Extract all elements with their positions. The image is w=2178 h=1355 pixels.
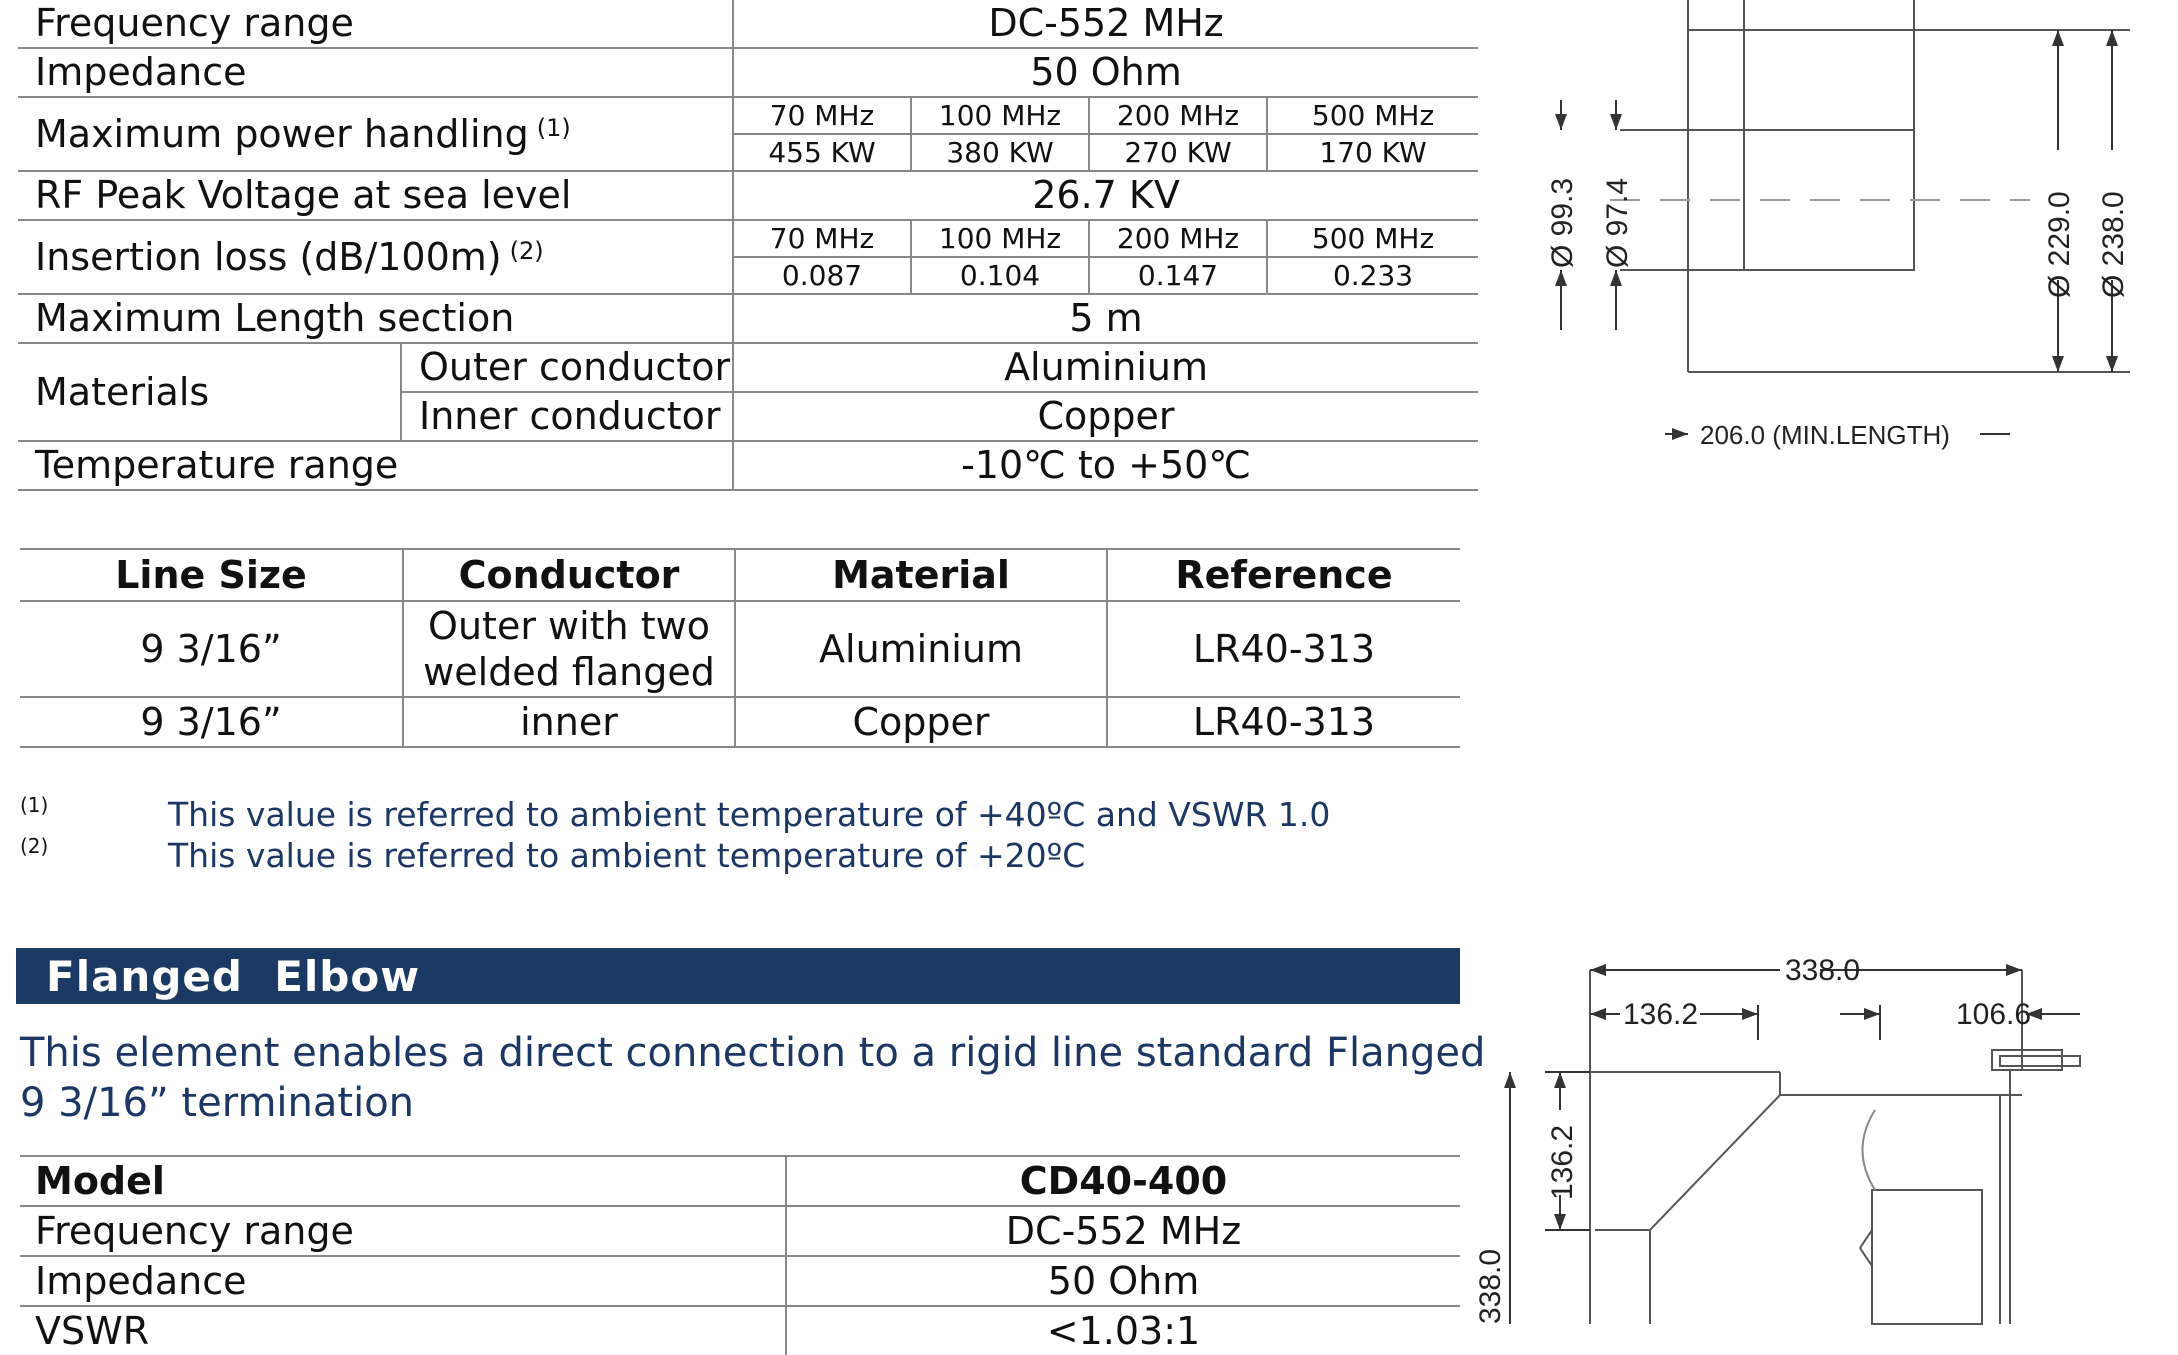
- loss-value: 0.233: [1267, 257, 1478, 294]
- footnote-mark: (2): [20, 834, 49, 858]
- spec-value: 5 m: [733, 294, 1478, 343]
- loss-freq: 70 MHz: [733, 220, 911, 257]
- loss-freq: 200 MHz: [1089, 220, 1267, 257]
- section-description: This element enables a direct connection to a rigid line standard Flanged: [20, 1030, 1486, 1076]
- max-power-label: Maximum power handling: [35, 111, 529, 156]
- spec-row-frequency: [18, 0, 1478, 48]
- conductor-cell: [403, 601, 735, 697]
- table-row: [20, 1256, 1460, 1306]
- spec-label: Impedance: [20, 1256, 786, 1306]
- conductor-line: Outer with two: [428, 604, 710, 648]
- spec-label: Frequency range: [20, 1206, 786, 1256]
- loss-value: 0.087: [733, 257, 911, 294]
- table-row: [20, 601, 1460, 697]
- power-value: 380 KW: [911, 134, 1089, 171]
- model-label: Model: [20, 1156, 786, 1206]
- table-row: [20, 1206, 1460, 1256]
- section-title: Flanged Elbow: [46, 952, 420, 1001]
- table-header-row: [20, 549, 1460, 601]
- model-value: CD40-400: [786, 1156, 1460, 1206]
- column-header: Line Size: [20, 549, 403, 601]
- diameter-label: Ø 229.0: [2043, 191, 2076, 298]
- loss-freq: 500 MHz: [1267, 220, 1478, 257]
- spec-row-outer-conductor: [18, 343, 1478, 392]
- dimension-label: 106.6: [1956, 998, 2032, 1031]
- elbow-drawing: [1474, 950, 2178, 1324]
- spec-value: DC-552 MHz: [733, 0, 1478, 48]
- dimension-label: 338.0: [1474, 1248, 1507, 1324]
- diameter-label: Ø 238.0: [2097, 191, 2130, 298]
- material-cell: Copper: [735, 697, 1107, 747]
- spec-label: Temperature range: [18, 441, 733, 490]
- power-freq: 70 MHz: [733, 97, 911, 134]
- spec-label: Frequency range: [18, 0, 733, 48]
- model-table: [20, 1155, 1460, 1355]
- dimension-label: 338.0: [1785, 954, 1861, 987]
- spec-value: Aluminium: [733, 343, 1478, 392]
- insertion-label: Insertion loss (dB/100m): [35, 234, 502, 279]
- spec-value: 50 Ohm: [733, 48, 1478, 97]
- spec-row-impedance: [18, 48, 1478, 97]
- spec-value: 50 Ohm: [786, 1256, 1460, 1306]
- reference-cell: LR40-313: [1107, 697, 1460, 747]
- spec-row-insertion-freq: [18, 220, 1478, 257]
- spec-value: Copper: [733, 392, 1478, 441]
- footnote-mark: (1): [20, 793, 49, 817]
- line-section-drawing: [1510, 0, 2178, 470]
- reference-cell: LR40-313: [1107, 601, 1460, 697]
- line-size-table: [20, 548, 1460, 748]
- dimension-label: 136.2: [1623, 998, 1699, 1031]
- footnote-text: This value is referred to ambient temperature of +20ºC: [168, 836, 1086, 875]
- column-header: Conductor: [403, 549, 735, 601]
- footnote-ref: (2): [509, 236, 544, 265]
- spec-sublabel: Outer conductor: [401, 343, 733, 392]
- power-freq: 500 MHz: [1267, 97, 1478, 134]
- spec-value: DC-552 MHz: [786, 1206, 1460, 1256]
- table-row: [20, 697, 1460, 747]
- spec-label: [18, 97, 733, 171]
- spec-sublabel: Inner conductor: [401, 392, 733, 441]
- table-row: [20, 1306, 1460, 1355]
- spec-value: <1.03:1: [786, 1306, 1460, 1355]
- line-size-cell: 9 3/16”: [20, 601, 403, 697]
- spec-label: VSWR: [20, 1306, 786, 1355]
- diameter-label: Ø 97.4: [1601, 177, 1634, 268]
- length-label: 206.0 (MIN.LENGTH): [1700, 420, 1950, 450]
- footnote-ref: (1): [536, 113, 571, 142]
- materials-label: Materials: [18, 343, 401, 441]
- specifications-table: [18, 0, 1478, 491]
- section-description: 9 3/16” termination: [20, 1080, 415, 1126]
- power-freq: 100 MHz: [911, 97, 1089, 134]
- spec-label: RF Peak Voltage at sea level: [18, 171, 733, 220]
- footnote-text: This value is referred to ambient temperature of +40ºC and VSWR 1.0: [168, 795, 1331, 834]
- power-value: 455 KW: [733, 134, 911, 171]
- dimension-label: 136.2: [1546, 1124, 1579, 1200]
- loss-value: 0.147: [1089, 257, 1267, 294]
- spec-row-rf-peak: [18, 171, 1478, 220]
- spec-row-max-power-freq: [18, 97, 1478, 134]
- conductor-cell: inner: [403, 697, 735, 747]
- model-row: [20, 1156, 1460, 1206]
- power-value: 170 KW: [1267, 134, 1478, 171]
- line-size-cell: 9 3/16”: [20, 697, 403, 747]
- spec-value: -10℃ to +50℃: [733, 441, 1478, 490]
- conductor-line: welded flanged: [423, 650, 715, 694]
- power-value: 270 KW: [1089, 134, 1267, 171]
- power-freq: 200 MHz: [1089, 97, 1267, 134]
- spec-label: Impedance: [18, 48, 733, 97]
- spec-label: [18, 220, 733, 294]
- loss-freq: 100 MHz: [911, 220, 1089, 257]
- loss-value: 0.104: [911, 257, 1089, 294]
- spec-label: Maximum Length section: [18, 294, 733, 343]
- spec-value: 26.7 KV: [733, 171, 1478, 220]
- diameter-label: Ø 99.3: [1546, 177, 1579, 268]
- spec-row-temperature: [18, 441, 1478, 490]
- column-header: Reference: [1107, 549, 1460, 601]
- column-header: Material: [735, 549, 1107, 601]
- material-cell: Aluminium: [735, 601, 1107, 697]
- spec-row-max-length: [18, 294, 1478, 343]
